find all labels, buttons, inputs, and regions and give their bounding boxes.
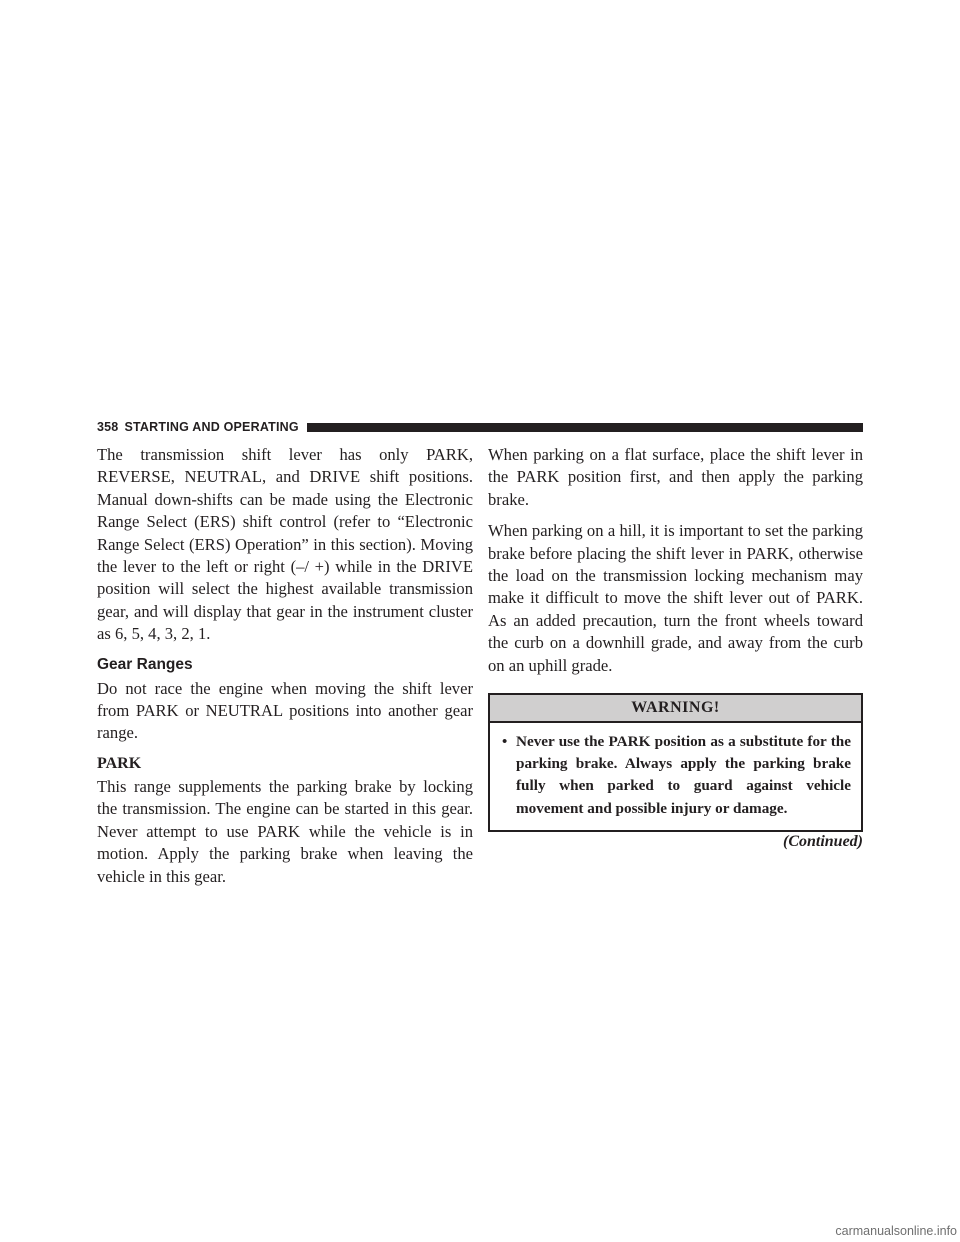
hill-paragraph: When parking on a hill, it is important to set the parking brake before placing the shift lever in PARK, otherwise the load on the transmission locking mechanism may make it difficult to move the shift lever out of PARK. As an added precaution, turn the front wheels toward the curb on a downhill grade, and away from the curb on an uphill grade. <box>488 521 863 675</box>
continued-label: (Continued) <box>782 832 863 850</box>
right-column <box>488 444 863 852</box>
park-paragraph: This range supplements the parking brake by locking the transmission. The engine can be started in this gear. Never attempt to use PARK while the vehicle is in motion. Apply the parking brake when leaving the vehicle in this gear. <box>97 776 473 886</box>
page-number: 358 <box>97 420 119 434</box>
warning-body <box>490 723 861 830</box>
gear-ranges-heading: Gear Ranges <box>97 655 193 673</box>
warning-box <box>488 693 863 832</box>
warning-item <box>502 731 851 820</box>
gear-ranges-paragraph: Do not race the engine when moving the shift lever from PARK or NEUTRAL positions into another gear range. <box>97 678 473 743</box>
warning-title: WARNING! <box>490 695 861 723</box>
park-heading: PARK <box>97 754 142 772</box>
section-title: STARTING AND OPERATING <box>124 420 299 434</box>
intro-paragraph: The transmission shift lever has only PARK, REVERSE, NEUTRAL, and DRIVE shift positions. Manual down-shifts can be made using the Electronic Range Select (ERS) shift control (refer to “Electronic Range Select (ERS) Operation” in this section). Moving the lever to the left or right (–/ +) while in the DRIVE position will select the highest available transmission gear, and will display that gear in the instrument cluster as 6, 5, 4, 3, 2, 1. <box>97 445 473 644</box>
page-header <box>97 419 863 435</box>
flat-surface-paragraph: When parking on a flat surface, place the shift lever in the PARK position first, and then apply the parking brake. <box>488 445 863 509</box>
left-column <box>97 444 473 897</box>
watermark: carmanualsonline.info <box>835 1224 957 1238</box>
header-rule <box>307 423 863 432</box>
bullet-icon: • <box>502 734 508 751</box>
warning-item-text: Never use the PARK position as a substitute for the parking brake. Always apply the parking brake fully when parked to guard against vehicle movement and possible injury or damage. <box>516 733 851 817</box>
